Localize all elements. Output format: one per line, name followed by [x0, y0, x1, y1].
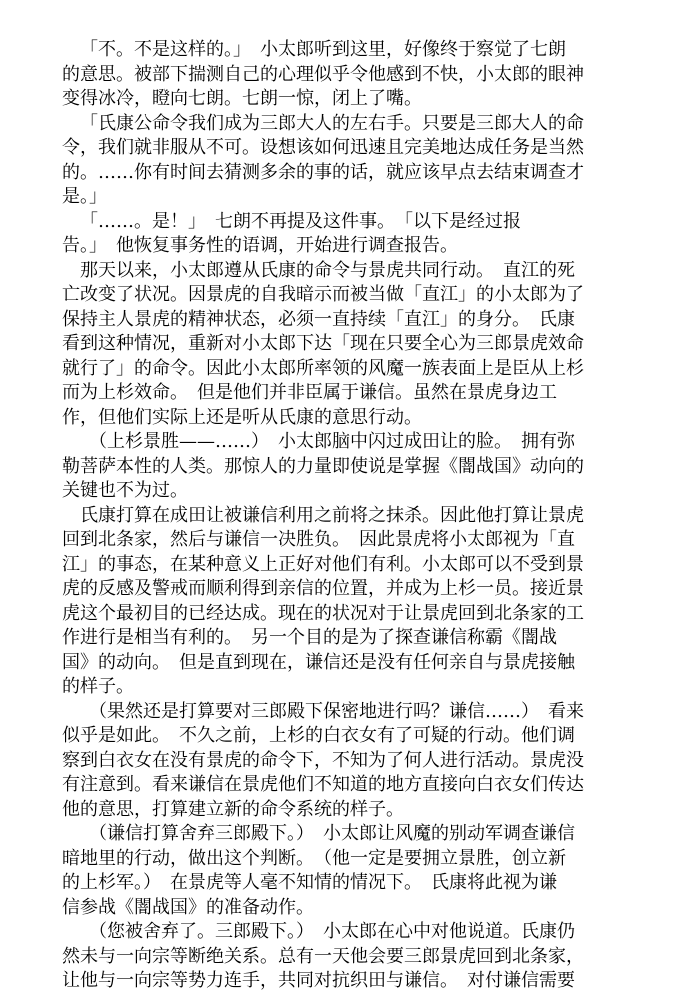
text-line: 的上杉军。） 在景虎等人毫不知情的情况下。 氏康将此视为谦 [62, 872, 557, 893]
text-line: 是。」 [62, 186, 107, 207]
text-line: 暗地里的行动，做出这个判断。 （他一定是要拥立景胜，创立新 [62, 847, 566, 869]
text-line: 虎这个最初目的已经达成。现在的状况对于让景虎回到北条家的工 [62, 602, 584, 624]
text-line: 关键也不为过。 [62, 480, 188, 501]
text-line: 信参战《闇战国》的准备动作。 [62, 896, 314, 918]
text-line: 告。」 他恢复事务性的语调，开始进行调查报告。 [62, 235, 458, 256]
text-line: 回到北条家，然后与谦信一决胜负。 因此景虎将小太郎视为「直 [62, 529, 575, 550]
text-line: 「氏康公命令我们成为三郎大人的左右手。只要是三郎大人的命 [80, 112, 584, 134]
text-line: 的样子。 [62, 676, 134, 697]
text-line: 国》的动向。 但是直到现在，谦信还是没有任何亲自与景虎接触 [62, 651, 575, 673]
text-line: 作，但他们实际上还是听从氏康的意思行动。 [62, 406, 422, 428]
text-line: 作进行是相当有利的。 另一个目的是为了探查谦信称霸《闇战 [62, 627, 557, 648]
body-text [62, 38, 632, 994]
text-line: （果然还是打算要对三郎殿下保密地进行吗？谦信……） 看来 [89, 700, 584, 722]
text-line: 似乎是如此。 不久之前，上杉的白衣女有了可疑的行动。他们调 [62, 725, 575, 746]
text-line: 的意思。被部下揣测自己的心理似乎令他感到不快，小太郎的眼神 [62, 63, 584, 85]
text-line: 让他与一向宗等势力连手，共同对抗织田与谦信。 对付谦信需要 [62, 970, 575, 991]
text-line: 氏康打算在成田让被谦信利用之前将之抹杀。因此他打算让景虎 [80, 504, 584, 526]
text-line: 那天以来，小太郎遵从氏康的命令与景虎共同行动。 直江的死 [80, 259, 575, 281]
text-line: 而为上杉效命。 但是他们并非臣属于谦信。虽然在景虎身边工 [62, 382, 557, 403]
text-line: 亡改变了状况。因景虎的自我暗示而被当做「直江」的小太郎为了 [62, 284, 584, 305]
text-line: （谦信打算舍弃三郎殿下。） 小太郎让风魔的别动军调查谦信 [89, 823, 575, 844]
text-line: 保持主人景虎的精神状态，必须一直持续「直江」的身分。 氏康 [62, 308, 575, 330]
text-line: （上杉景胜——……） 小太郎脑中闪过成田让的脸。 拥有弥 [89, 431, 575, 452]
text-line: 虎的反感及警戒而顺利得到亲信的位置，并成为上杉一员。接近景 [62, 578, 584, 599]
text-line: 变得冰冷，瞪向七朗。七朗一惊，闭上了嘴。 [62, 88, 422, 109]
text-line: 勒菩萨本性的人类。那惊人的力量即使说是掌握《闇战国》动向的 [62, 455, 584, 477]
text-line: （您被舍弃了。三郎殿下。） 小太郎在心中对他说道。氏康仍 [89, 921, 575, 942]
text-line: 「……。是！」 七朗不再提及这件事。 「以下是经过报 [80, 210, 521, 232]
text-line: 令，我们就非服从不可。设想该如何迅速且完美地达成任务是当然 [62, 137, 584, 158]
text-line: 看到这种情况，重新对小太郎下达「现在只要全心为三郎景虎效命 [62, 333, 584, 354]
text-line: 然未与一向宗等断绝关系。总有一天他会要三郎景虎回到北条家， [62, 945, 584, 967]
text-line: 有注意到。看来谦信在景虎他们不知道的地方直接向白衣女们传达 [62, 774, 584, 795]
text-line: 就行了」的命令。因此小太郎所率领的风魔一族表面上是臣从上杉 [62, 357, 584, 379]
text-line: 察到白衣女在没有景虎的命令下，不知为了何人进行活动。景虎没 [62, 749, 584, 771]
text-line: 江」的事态，在某种意义上正好对他们有利。小太郎可以不受到景 [62, 553, 584, 575]
text-line: 他的意思，打算建立新的命令系统的样子。 [62, 798, 404, 820]
text-line: 的。……你有时间去猜测多余的事的话，就应该早点去结束调查才 [62, 161, 584, 183]
text-line: 「不。不是这样的。」 小太郎听到这里，好像终于察觉了七朗 [80, 39, 566, 60]
